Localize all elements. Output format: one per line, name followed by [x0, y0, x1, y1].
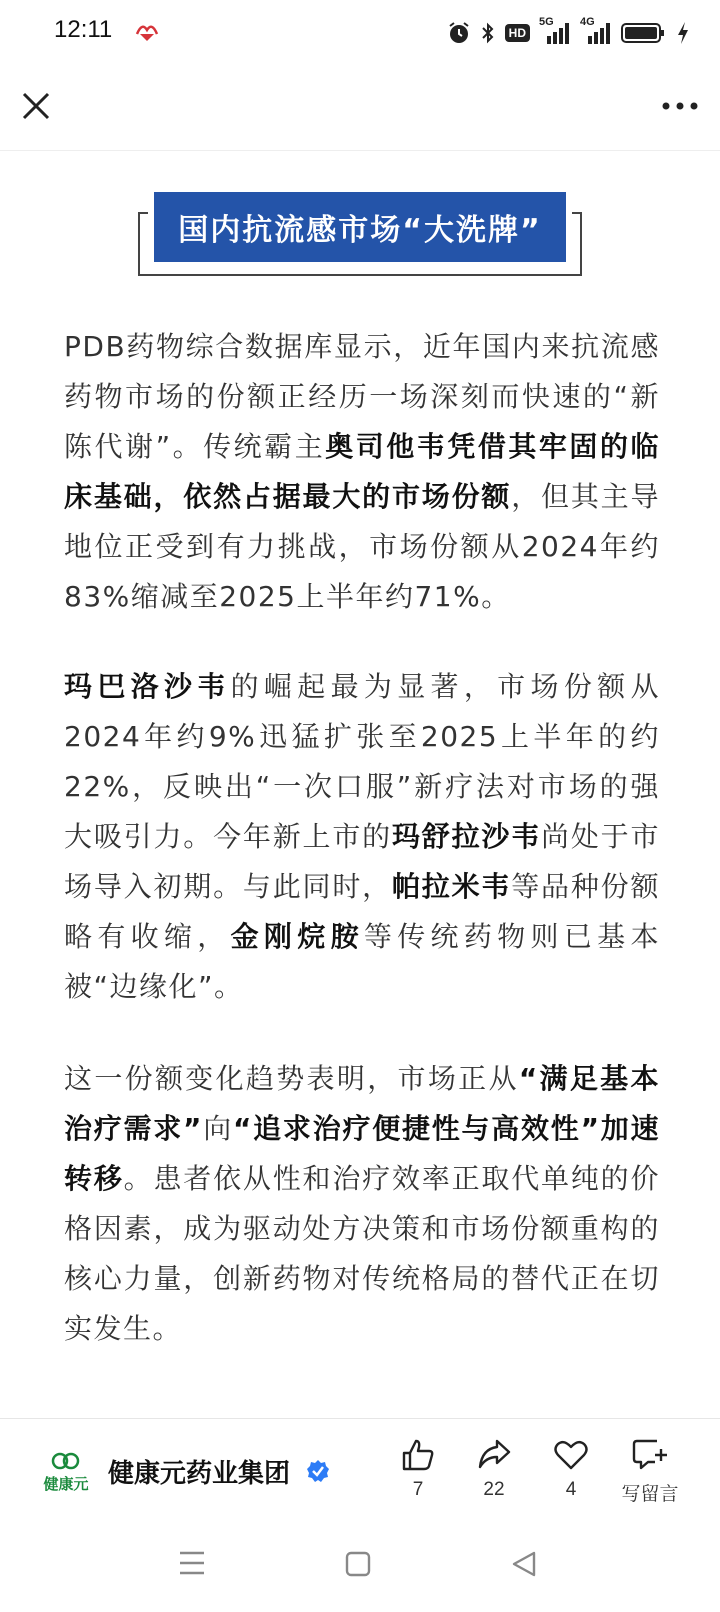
top-nav-bar	[0, 64, 720, 151]
battery-icon	[621, 21, 667, 45]
menu-nav-button[interactable]	[178, 1550, 206, 1580]
p3-text-2: 向	[202, 1112, 233, 1145]
p1-bold-1: 奥司他韦凭借其牢固的临床基础，依然占据最大的市场份额	[64, 430, 660, 513]
share-count: 22	[483, 1479, 505, 1500]
menu-icon	[178, 1550, 206, 1576]
verified-icon	[306, 1459, 330, 1487]
back-triangle-icon	[510, 1550, 538, 1578]
app-notification-icon	[134, 20, 160, 46]
p2-bold-3: 帕拉米韦	[391, 870, 512, 903]
home-square-icon	[344, 1550, 372, 1578]
comment-add-icon	[631, 1437, 669, 1473]
p3-bold-1: “满足基本治疗需求”	[64, 1062, 660, 1145]
p2-text-1: 的崛起最为显著，市场份额从2024年约9%迅猛扩张至2025上半年的约22%，反映出“一次口服”新疗法对市场的强大吸引力。今年新上市的	[64, 670, 660, 853]
signal-5g-icon: 5G	[539, 20, 571, 46]
p1-text-2: ，但其主导地位正受到有力挑战，市场份额从2024年约83%缩减至2025上半年约71%。	[64, 480, 660, 613]
article-paragraph-3	[64, 1054, 660, 1354]
brand-logo[interactable]	[40, 1451, 92, 1495]
favorite-button[interactable]	[535, 1437, 607, 1501]
brand-name[interactable]: 健康元药业集团	[108, 1459, 291, 1489]
favorite-count: 4	[565, 1479, 577, 1500]
brand-logo-text: 健康元	[43, 1475, 89, 1493]
bottom-action-bar	[0, 1418, 720, 1523]
p2-text-3: 等品种份额略有收缩，	[64, 870, 660, 953]
system-nav-bar	[0, 1522, 720, 1612]
p3-text-3: 。患者依从性和治疗效率正取代单纯的价格因素，成为驱动处方决策和市场份额重构的核心力量，创新药物对传统格局的替代正在切实发生。	[64, 1162, 660, 1345]
article-paragraph-1	[64, 322, 660, 622]
section-title-text: 国内抗流感市场“大洗牌”	[154, 192, 566, 262]
close-button[interactable]	[18, 88, 54, 124]
p2-bold-2: 玛舒拉沙韦	[391, 820, 542, 853]
p1-text-1: PDB药物综合数据库显示，近年国内来抗流感药物市场的份额正经历一场深刻而快速的“新陈代谢”。传统霸主	[64, 330, 660, 463]
write-comment-button[interactable]	[614, 1437, 686, 1506]
share-icon	[476, 1437, 512, 1473]
p2-text-4: 等传统药物则已基本被“边缘化”。	[64, 920, 660, 1003]
status-bar	[0, 0, 720, 64]
p2-text-2: 尚处于市场导入初期。与此同时，	[64, 820, 660, 903]
back-nav-button[interactable]	[510, 1550, 538, 1582]
hd-badge: HD	[505, 24, 530, 42]
p2-bold-4: 金刚烷胺	[230, 920, 364, 953]
home-nav-button[interactable]	[344, 1550, 372, 1582]
heart-icon	[553, 1437, 589, 1473]
more-icon	[660, 88, 700, 124]
p2-bold-1: 玛巴洛沙韦	[64, 670, 231, 703]
status-time: 12:11	[54, 16, 113, 43]
article-paragraph-2	[64, 662, 660, 1012]
status-icons	[447, 16, 690, 50]
like-count: 7	[412, 1479, 424, 1500]
share-button[interactable]	[458, 1437, 530, 1501]
thumbs-up-icon	[400, 1437, 436, 1473]
bluetooth-icon	[480, 21, 496, 45]
charging-icon	[676, 21, 690, 45]
alarm-icon	[447, 21, 471, 45]
close-icon	[18, 88, 54, 124]
p3-bold-2: “追求治疗便捷性与高效性”加速转移	[64, 1112, 660, 1195]
write-comment-label: 写留言	[621, 1484, 679, 1505]
more-options-button[interactable]	[660, 88, 700, 124]
like-button[interactable]	[382, 1437, 454, 1501]
signal-4g-icon: 4G	[580, 20, 612, 46]
section-title	[138, 212, 582, 276]
p3-text-1: 这一份额变化趋势表明，市场正从	[64, 1062, 519, 1095]
